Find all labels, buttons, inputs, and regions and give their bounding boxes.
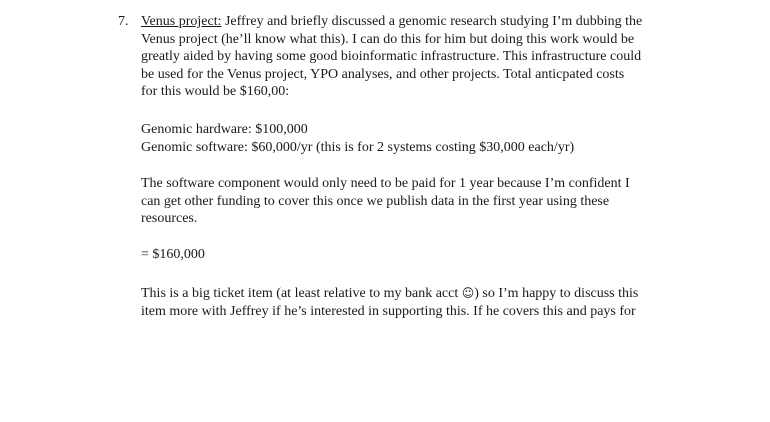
hardware-cost: Genomic hardware: $100,000 bbox=[141, 122, 308, 137]
paragraph-text: ) so I’m happy to discuss this bbox=[474, 286, 639, 301]
paragraph-line bbox=[141, 285, 751, 303]
venus-project-heading: Venus project: bbox=[141, 14, 222, 29]
paragraph-line: item more with Jeffrey if he’s interested in supporting this. If he covers this and pays for bbox=[141, 303, 636, 319]
total-cost bbox=[141, 246, 751, 264]
software-cost: Genomic software: $60,000/yr (this is for 2 systems costing $30,000 each/yr) bbox=[141, 139, 575, 155]
paragraph-line: for this would be $160,00: bbox=[141, 84, 290, 99]
paragraph-line: be used for the Venus project, YPO analyses, and other projects. Total anticpated costs bbox=[141, 66, 625, 82]
paragraph-line: Venus project (he’ll know what this). I can do this for him but doing this work would be bbox=[141, 31, 635, 47]
paragraph-line bbox=[141, 13, 751, 31]
smiley-icon: ☺ bbox=[461, 286, 475, 300]
paragraph-text: Jeffrey and briefly discussed a genomic research studying I’m dubbing the bbox=[221, 14, 643, 29]
paragraph-line: greatly aided by having some good bioinformatic infrastructure. This infrastructure could bbox=[141, 49, 642, 64]
paragraph-venus-project bbox=[141, 13, 751, 101]
paragraph-software-funding bbox=[141, 175, 751, 228]
cost-breakdown bbox=[141, 121, 751, 156]
paragraph-line: The software component would only need to be paid for 1 year because I’m confident I bbox=[141, 176, 630, 191]
total-amount: = $160,000 bbox=[141, 247, 205, 262]
paragraph-big-ticket bbox=[141, 285, 751, 320]
item-number: 7. bbox=[118, 14, 129, 29]
paragraph-text: This is a big ticket item (at least relative to my bank acct bbox=[141, 286, 462, 301]
paragraph-line: can get other funding to cover this once we publish data in the first year using these bbox=[141, 193, 610, 209]
paragraph-line: resources. bbox=[141, 211, 198, 226]
